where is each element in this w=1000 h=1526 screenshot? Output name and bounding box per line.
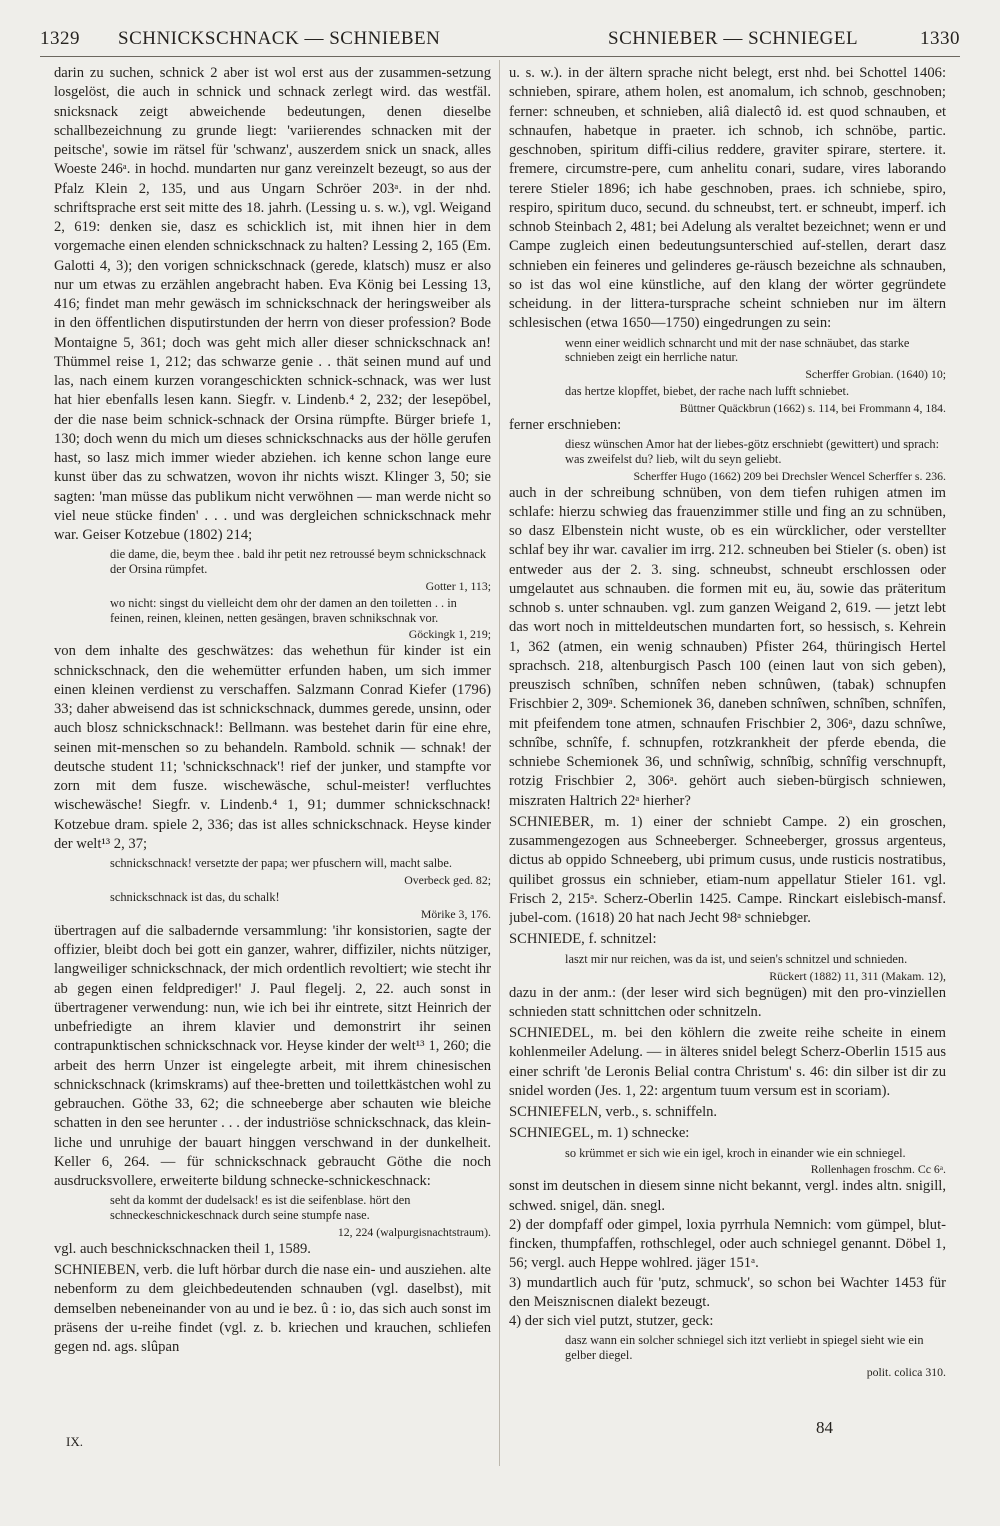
verse-quote: das hertze klopffet, biebet, der rache nach lufft schniebet. [565, 384, 850, 399]
verse-source: Rückert (1882) 11, 311 (Makam. 12), [769, 968, 946, 983]
right-running-head: SCHNIEBER — SCHNIEGEL [608, 28, 859, 49]
left-running-head: SCHNICKSCHNACK — SCHNIEBEN [118, 28, 441, 49]
entry-schnieber: SCHNIEBER, m. 1) einer der schniebt Campe. 2) ein groschen, zusammengezogen aus Schneeberger. Schneeberger, grossus argenteus, dictus ab oppido Schneeberg, ubi primum cusus, unde rusticis nostratibus, quilibet grossus ein schnieber, etiam-num appellatur Stieler 161. vgl. Frisch 2, 215ᵃ. Scherz-Oberlin 1425. Campe. Rinckart eislebisch-mansf. jubel-com. (1618) 20 hat nach Jecht 98ᵃ schniebger. [509, 813, 946, 927]
right-column [509, 64, 946, 1464]
paragraph: dazu in der anm.: (der leser wird sich begnügen) mit den pro-vinziellen schnieden statt schnittchen oder schnitzeln. [509, 984, 946, 1020]
paragraph: sonst im deutschen in diesem sinne nicht bekannt, vergl. indes altn. snigill, schwed. snigel, dän. snegl. [509, 1178, 946, 1214]
sense-3: 3) mundartlich auch für 'putz, schmuck', so schon bei Wachter 1453 für den Meiszniscnen dialekt bezeugt. [509, 1274, 946, 1310]
verse-source: Rollenhagen froschm. Cc 6ᵃ. [810, 1162, 946, 1177]
running-header [40, 18, 960, 58]
entry-schniefeln: SCHNIEFELN, verb., s. schniffeln. [509, 1104, 718, 1121]
verse-source: Scherffer Hugo (1662) 209 bei Drechsler Wencel Scherffer s. 236. [633, 468, 946, 483]
left-page-number: 1329 [40, 28, 80, 49]
header-rule [40, 56, 960, 57]
verse-quote: dasz wann ein solcher schniegel sich itzt verliebt in spiegel sieht wie ein gelber diegel. [565, 1333, 924, 1363]
verse-quote: so krümmet er sich wie ein igel, kroch in einander wie ein schniegel. [565, 1145, 906, 1160]
paragraph: vgl. auch beschnickschnacken theil 1, 1589. [54, 1240, 311, 1257]
verse-source: Gotter 1, 113; [425, 578, 491, 593]
entry-schniedel: SCHNIEDEL, m. bei den köhlern die zweite reihe scheite in einem kohlenmeiler Adelung. — in älteres snidel belegt Scherz-Oberlin 1515 aus einer schrift 'de Leronis Belial contra Christum' s. 46: din silber ist dir zu snidel worden (Jes. 1, 22: argentum tuum versum est in scoriam). [509, 1025, 946, 1099]
verse-source: Mörike 3, 176. [420, 906, 491, 921]
verse-source: Overbeck ged. 82; [404, 872, 491, 887]
verse-quote: schnickschnack ist das, du schalk! [110, 889, 280, 904]
verse-source: Büttner Quäckbrun (1662) s. 114, bei Frommann 4, 184. [679, 400, 946, 415]
sense-2: 2) der dompfaff oder gimpel, loxia pyrrhula Nemnich: vom gümpel, blut-fincken, thumpfaffen, rothschlegel, oder auch schniegel genannt. Döbel 1, 56; vergl. auch Heppe wohlred. jäger 151ᵃ. [509, 1216, 946, 1272]
verse-source: Scherffer Grobian. (1640) 10; [805, 367, 946, 382]
verse-quote: die dame, die, beym thee . bald ihr petit nez retroussé beym schnickschnack der Orsina rümpfet. [110, 547, 487, 577]
verse-quote: wenn einer weidlich schnarcht und mit der nase schnäubet, das starke schnieben zeigt ein herrliche natur. [565, 335, 910, 365]
verse-quote: schnickschnack! versetzte der papa; wer pfuschern will, macht salbe. [110, 856, 452, 871]
paragraph: u. s. w.). in der ältern sprache nicht belegt, erst nhd. bei Schottel 1406: schnieben, spirare, athem holen, est anomalum, ich schnob, geschnoben; ferner: schneuben, et schnieben, aliâ dialectô id. est quod schnauben, et schnaufen, habetque in praeter. ich schnob, ich schnöbe, partic. geschnoben, spiritum diffi-cilius reddere, graviter spirare, stertere. it. fremere, circumstre-pere, cum anhelitu conari, sudare, vires laborando terere Stieler 1896; ich habe geschnoben, praes. ich schniebe, spiro, respiro, spiritum duco, secund. du schneubst, tert. er schneubt, imperf. ich schnob Steinbach 2, 481; bei Adelung als veraltet bezeichnet; wenn er und Campe zugleich einen bedeutungsunterschied auf-stellen, derart dasz schnieben ein feineres und gelinderes ge-räusch bezeichne als schnauben, so ist das wol eine künstliche, auf den klang der wörter gegründete scheidung. in der littera-tursprache scheint schnieben nur im ältern schlesischen (etwa 1650—1750) eingedrungen zu sein: [509, 65, 946, 332]
verse-quote: laszt mir nur reichen, was da ist, und seien's schnitzel und schnieden. [565, 951, 908, 966]
verse-source: polit. colica 310. [866, 1364, 946, 1379]
verse-source: Göckingk 1, 219; [408, 627, 491, 642]
paragraph: auch in der schreibung schnüben, von dem tiefen ruhigen atmen im schlafe: hierzu schwieg das frauenzimmer stille und fing an zu schnüben, so dasz Elbenstein nicht wuste, ob es ein würcklicher, oder verstellter schlaf bey ihr war. cavalier im irrg. 212. schneuben bei Stieler (s. oben) ist entweder aus der 2. 3. sing. schneubst, schneubt erschlossen oder umgelautet aus schnauben. die formen mit eu, äu, sowie das präteritum schnob s. unter schnauben. vgl. zum ganzen Weigand 2, 619. — jetzt lebt das wort noch in mitteldeutschen mundarten fort, so hessisch, s. Kehrein 1, 362 (atmen, ein wenig schnauben) Pfister 264, thüringisch Hertel sprachsch. 218, altenburgisch Pasch 100 (einen laut von sich geben), preuszisch schnîben, schnîfen neben schnûwen, (tabak) schnupfen Frischbier 2, 309ᵃ. Schemionek 36, daneben schnîwen, schnîben, schnîfen, mit pfeifendem tone atmen, schnaufen Frischbier 2, 306ᵃ, dazu schnîwe, schnîbe, schnîfe, f. schnupfen, rotzkrankheit der pferde ebenda, die schniebe Schemionek 36, und schnîwig, schnîbig, schnîfig verschnupft, rotzig Frischbier 2, 306ᵃ. gehört auch sieben-bürgisch schniewen, miszraten Haltrich 22ᵃ hierher? [509, 484, 946, 809]
verse-quote: diesz wünschen Amor hat der liebes-götz erschniebt (gewittert) und sprach: was zweifelst du? lieb, wilt du seyn geliebt. [565, 437, 940, 466]
paragraph: von dem inhalte des geschwätzes: das wehethun für kinder ist ein schnickschnack, den die wehemütter erfunden haben, um sich immer einen kleinen verdienst zu verschaffen. Salzmann Conrad Kiefer (1796) 33; daher abweisend das ist schnickschnack, dummes gerede, unsinn, oder auch blosz schnickschnack!: Bellmann. was bestehet darin für eine ehre, seinen mit-menschen so zu behandeln. Rambold. schnik — schnak! der deutsche student 11; 'schnickschnack'! rief der junker, und stampfte vor zorn mit dem fusze. wischewäsche, schul-meister! verfluchtes wischewäsche! Siegfr. v. Lindenb.⁴ 1, 91; dummer schnickschnack! Kotzebue dram. spiele 2, 336; das ist alles schnickschnack. Heyse kinder der welt¹³ 2, 37; [54, 643, 491, 852]
verse-quote: wo nicht: singst du vielleicht dem ohr der damen an den toiletten . . in feinen, reinen, kleinen, netten gesängen, braven schnikschnak vor. [110, 595, 457, 625]
column-divider [499, 60, 500, 1466]
left-column [54, 64, 491, 1464]
entry-schnieben: SCHNIEBEN, verb. die luft hörbar durch die nase ein- und ausziehen. alte nebenform zu dem gleichbedeutenden schnauben (vgl. daselbst), mit demselben nebeneinander von au und ie bez. û : io, das sich auch sonst im präsens der u-reihe findet (vgl. z. b. kriechen und krauchen, schliefen gegen nd. ags. slûpan [54, 1262, 491, 1356]
entry-schniede: SCHNIEDE, f. schnitzel: [509, 931, 657, 948]
paragraph: ferner erschnieben: [509, 416, 622, 433]
sense-4: 4) der sich viel putzt, stutzer, geck: [509, 1313, 714, 1330]
signature-mark: 84 [816, 1418, 833, 1437]
paragraph: übertragen auf die salbadernde versammlung: 'ihr konsistorien, sagte der offizier, bleibt doch bei gott ein ganzer, wahrer, diffiziler, nichts nütziger, langweiliger schnickschnack, der mich ordentlich revoltiert; wie stecht ihr ab gegen einen feldprediger!' J. Paul flegelj. 2, 22. auch sonst in übertragener verwendung: nun, wie ich bei ihr eintrete, sitzt Heinrich der unbefriedigte an ihrem klavier und demonstrirt ihr seinen contrapunktischen schnickschnack vor. Heyse kinder der welt¹³ 1, 260; die arbeit des herrn Unzer ist eingelegte arbeit, mit ihrem chinesischen schnickschnack (krimskrams) auf thee-bretten und toilettkästchen wohl zu gebrauchen. Göthe 33, 62; die schneeberge aber schauten wie bleiche schatten in den see herunter . . . der industriöse schnickschnack, das klein-liche und unruhige der bauart hinggen verschwand in der dunkelheit. Keller 6, 264. — für schnickschnack gebraucht Göthe die noch ausdrucksvollere, erweiterte bildung schnecke-schnickeschnack: [54, 922, 491, 1190]
volume-mark: IX. [66, 1434, 83, 1449]
paragraph: darin zu suchen, schnick 2 aber ist wol erst aus der zusammen-setzung losgelöst, die auch in schnick und schnack zerlegt wird. das westfäl. snicksnack zeigt abweichende bedeutungen, denen dieselbe schallbezeichnung zu grunde liegt: 'variierendes schnacken mit der peitsche', sowie im rätsel für 'schwanz', auszerdem snick un snack, alles Woeste 246ᵃ. in hochd. mundarten nur ganz vereinzelt bezeugt, so aus der Pfalz Klein 2, 135, und aus Ungarn Schröer 203ᵃ. in der nhd. schriftsprache erst seit mitte des 18. jahrh. (Lessing u. s. w.), vgl. Weigand 2, 619: denken sie, dasz es schicklich ist, mit ihnen hier in dem vorgemache einen elenden schnickschnack zu halten? Lessing 2, 165 (Em. Galotti 4, 3); den vorigen schnickschnack (gerede, klatsch) musz er also nur um etwas zu erzählen angebracht haben. Eva König bei Lessing 13, 416; findet man mehr gewäsch im schnickschnack der heringsweiber als in den öffentlichen disputirstunden der herrn von dieser profession? Bode Montaigne 5, 361; doch was geht mich aller dieser schnickschnack an! Thümmel reise 1, 212; das schwarze genie . . thät seinen mund auf und las, nach einem kurzen vorangeschickten schnick-schnack, was wer lust hat hier ebenfalls lesen kann. Siegfr. v. Lindenb.⁴ 2, 232; der lesepöbel, der die nase beim schnick-schnack der Orsina rümpfte. Bürger briefe 1, 130; doch wenn du mich um dieses schnickschnacks aus der hölle gerufen hast, so lasz mich immer wieder abziehen. ich kenne schon lange eure kunst über das zu schwatzen, wovon ihr nichts wiszt. Klinger 3, 50; sie sagten: 'man müsse das publikum nicht verwöhnen — man werde nicht so viel neue stücke finden' . . . und was dergleichen schnickschnack mehr war. Geiser Kotzebue (1802) 214; [54, 65, 491, 543]
right-page-number: 1330 [920, 28, 960, 49]
verse-quote: seht da kommt der dudelsack! es ist die seifenblase. hört den schneckeschnickeschnack durch seine stumpfe nase. [110, 1193, 411, 1223]
verse-source: 12, 224 (walpurgisnachtstraum). [337, 1224, 491, 1239]
entry-schniegel: SCHNIEGEL, m. 1) schnecke: [509, 1125, 690, 1142]
